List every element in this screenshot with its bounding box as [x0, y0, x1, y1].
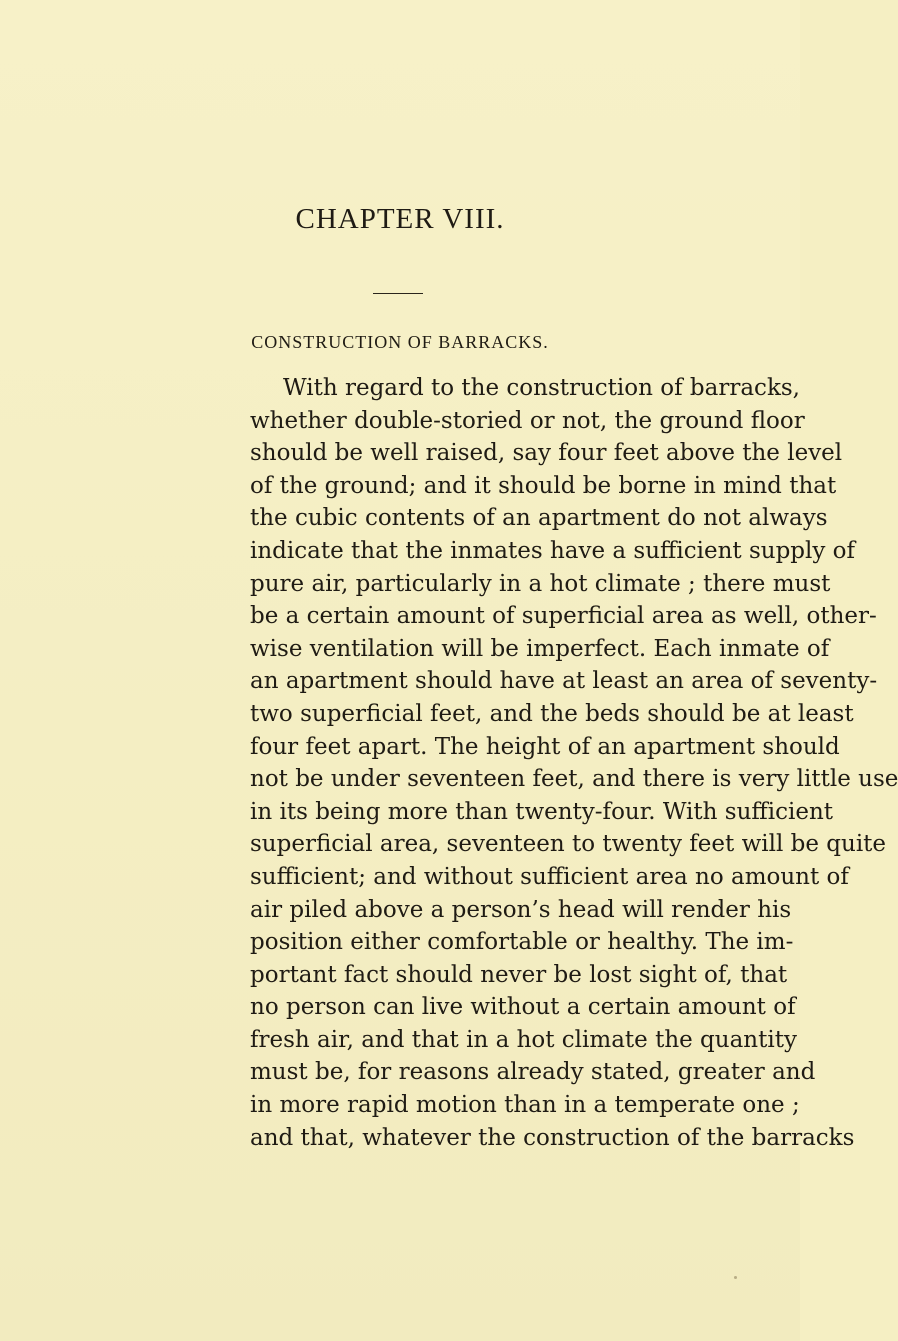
- text-line: an apartment should have at least an area of seventy-: [250, 668, 878, 695]
- chapter-title: CHAPTER VIII.: [295, 203, 505, 235]
- text-line: and that, whatever the construction of the barracks: [250, 1124, 855, 1151]
- text-line: the cubic contents of an apartment do not always: [250, 505, 828, 532]
- text-line: should be well raised, say four feet above the level: [250, 440, 843, 467]
- text-line: of the ground; and it should be borne in mind that: [250, 472, 837, 499]
- text-line: superficial area, seventeen to twenty feet will be quite: [250, 831, 887, 858]
- body-paragraph: [250, 372, 898, 1154]
- text-line: portant fact should never be lost sight of, that: [250, 961, 788, 988]
- text-line: in its being more than twenty-four. With sufficient: [250, 798, 833, 825]
- text-line: wise ventilation will be imperfect. Each inmate of: [250, 635, 830, 662]
- text-line: four feet apart. The height of an apartment should: [250, 733, 840, 760]
- text-line: indicate that the inmates have a sufficient supply of: [250, 537, 856, 564]
- title-divider: [373, 293, 423, 294]
- text-line: sufficient; and without sufficient area no amount of: [250, 863, 849, 890]
- section-heading: CONSTRUCTION OF BARRACKS.: [251, 332, 549, 352]
- text-line: not be under seventeen feet, and there is very little use: [250, 766, 898, 793]
- text-line: two superficial feet, and the beds should be at least: [250, 700, 854, 727]
- text-line: in more rapid motion than in a temperate one ;: [250, 1092, 800, 1119]
- text-line: no person can live without a certain amount of: [250, 994, 796, 1021]
- text-line: must be, for reasons already stated, greater and: [250, 1059, 816, 1086]
- text-line: air piled above a person’s head will render his: [250, 896, 792, 923]
- text-line: fresh air, and that in a hot climate the quantity: [250, 1026, 797, 1053]
- text-line: be a certain amount of superficial area as well, other-: [250, 603, 877, 630]
- text-line: With regard to the construction of barracks,: [283, 375, 800, 401]
- text-line: pure air, particularly in a hot climate ; there must: [250, 570, 831, 597]
- text-line: whether double-storied or not, the ground floor: [250, 407, 805, 434]
- paper-speck: [734, 1276, 737, 1279]
- text-line: position either comfortable or healthy. The im-: [250, 929, 794, 956]
